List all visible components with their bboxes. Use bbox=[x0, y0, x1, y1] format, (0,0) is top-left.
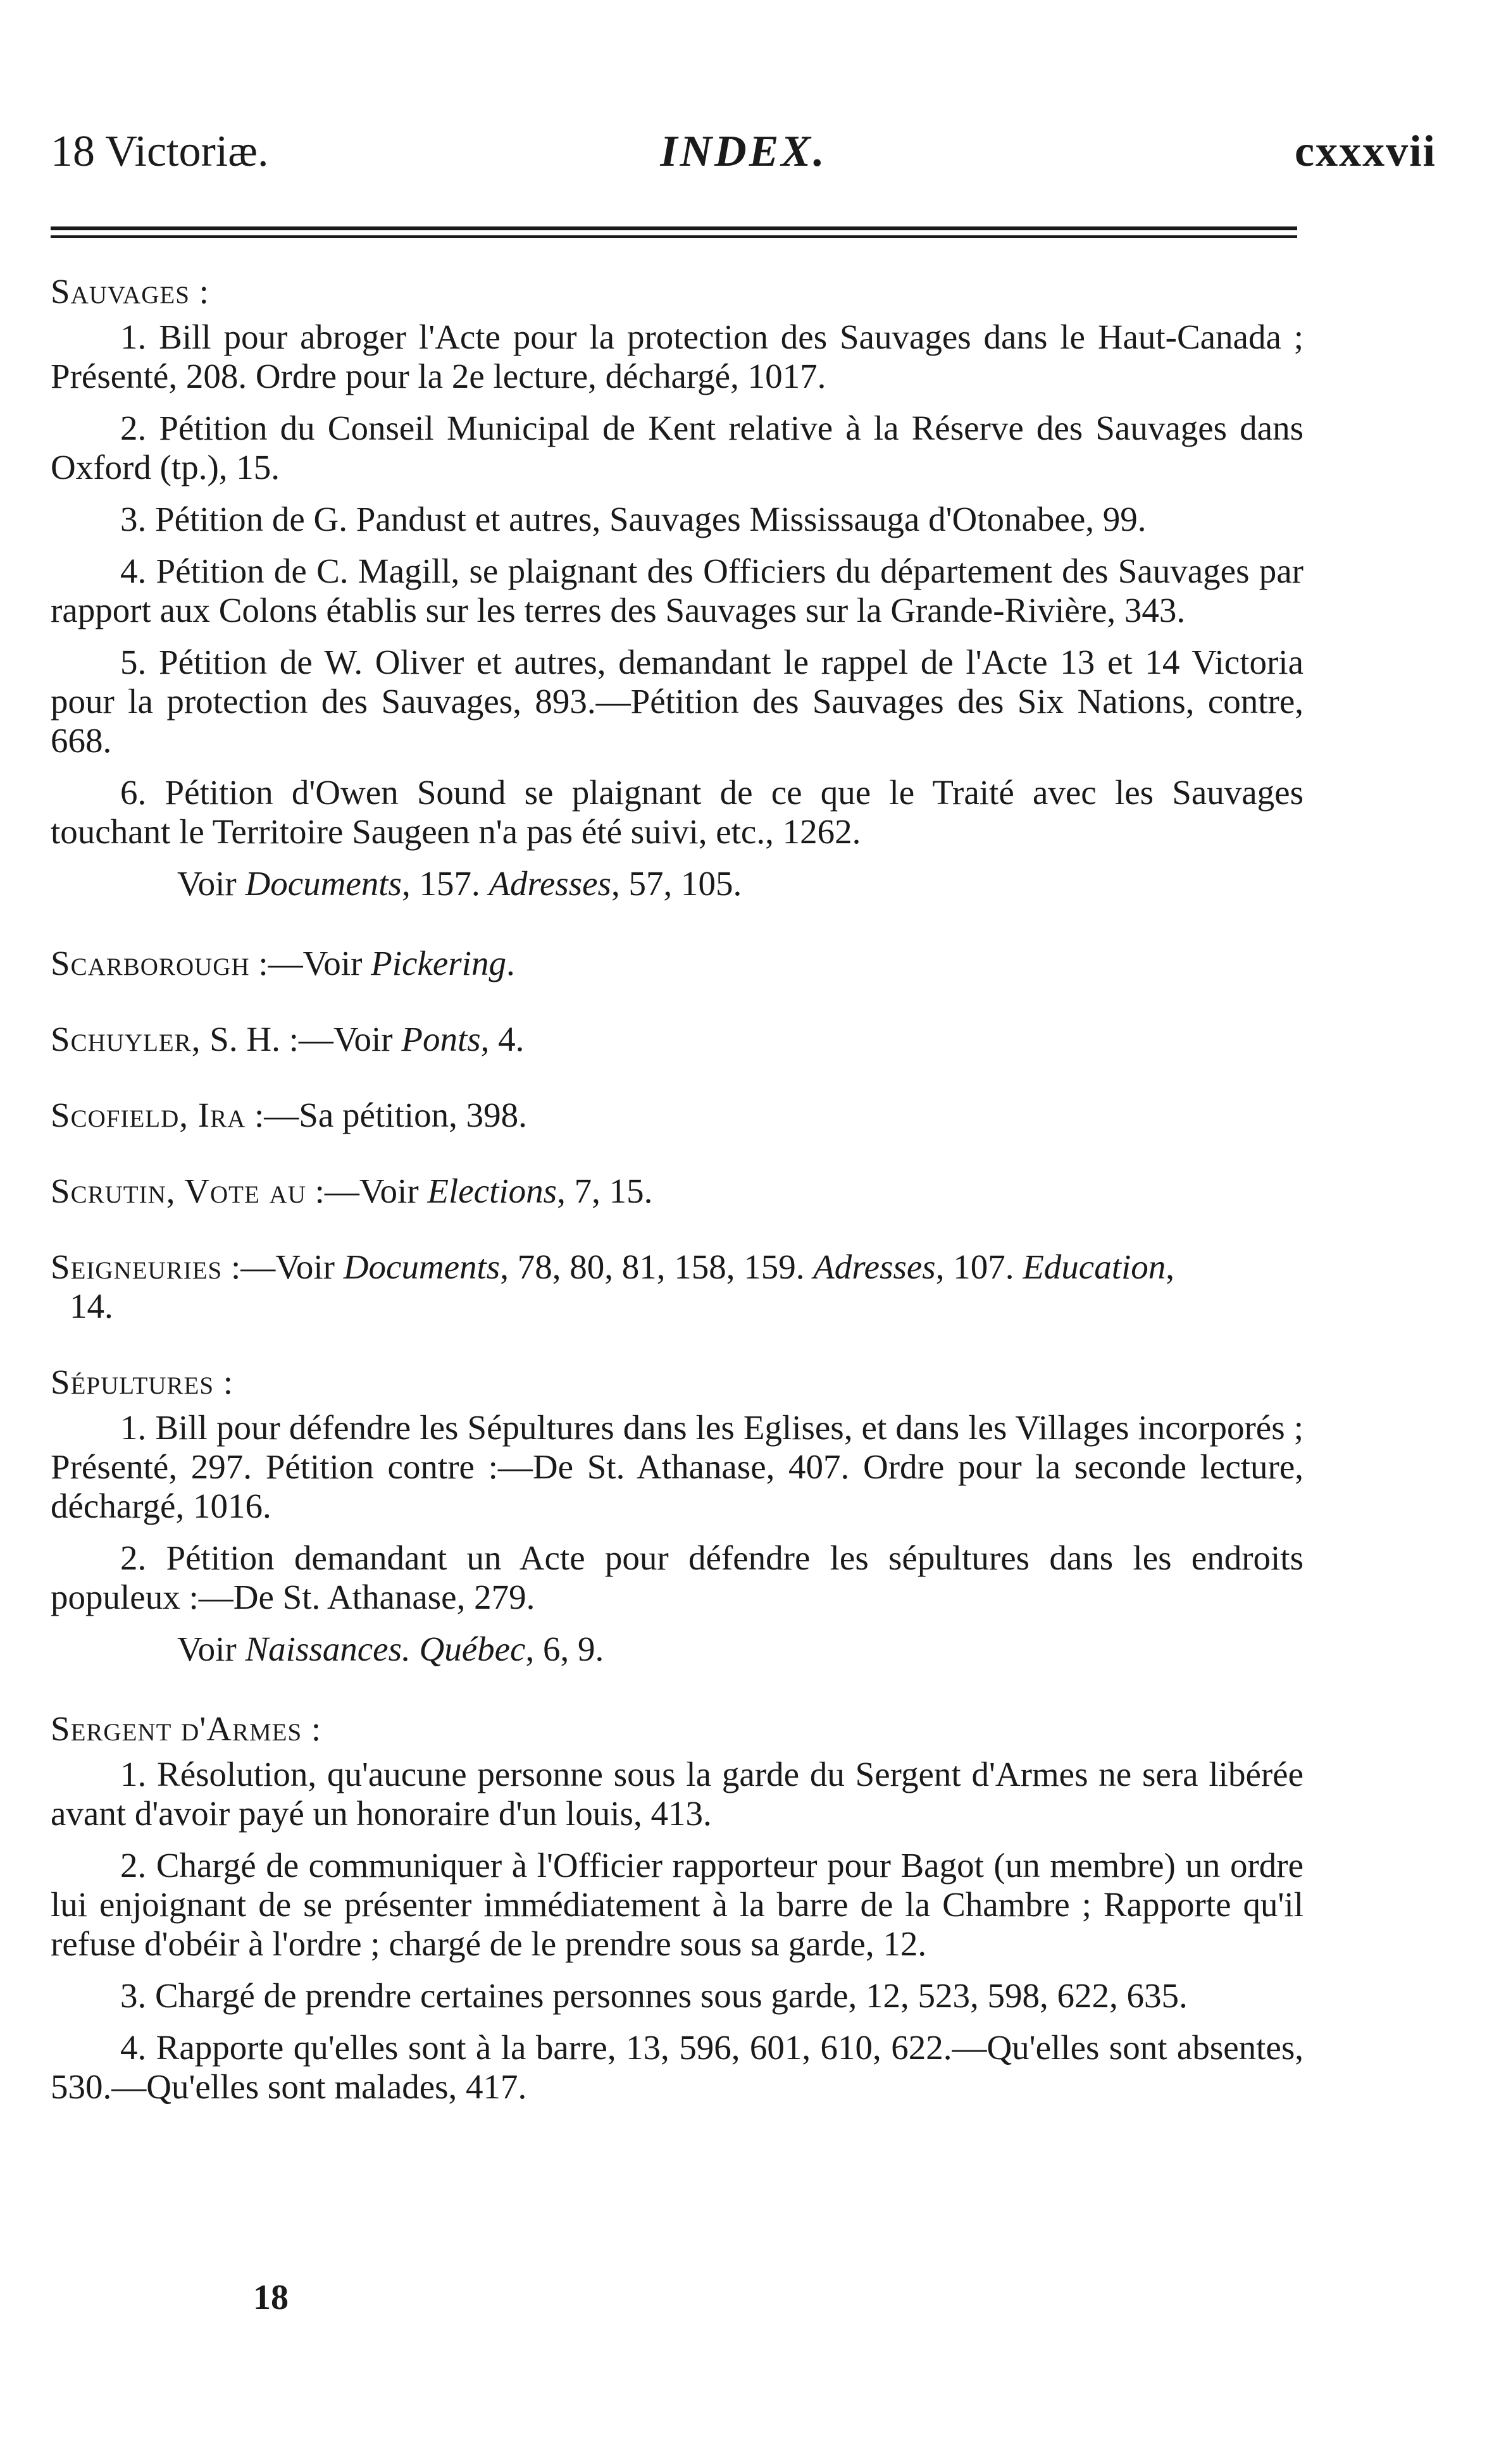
section-heading: Sépultures : bbox=[51, 1363, 234, 1401]
entry-ref: Ponts bbox=[401, 1020, 481, 1058]
see-also bbox=[51, 1630, 1303, 1669]
entry-text: S. H. :—Voir bbox=[201, 1020, 402, 1058]
index-item: 2. Chargé de communiquer à l'Officier rapporteur pour Bagot (un membre) un ordre lui enjoignant de se présenter immédiatement à la barre de la Chambre ; Rapporte qu'il refuse d'obéir à l'ordre ; chargé de le prendre sous sa garde, 12. bbox=[51, 1846, 1303, 1963]
entry-scofield bbox=[51, 1096, 1303, 1135]
index-item: 5. Pétition de W. Oliver et autres, demandant le rappel de l'Acte 13 et 14 Victoria pour la protection des Sauvages, 893.—Pétition des Sauvages des Six Nations, contre, 668. bbox=[51, 643, 1303, 760]
header-title: INDEX. bbox=[660, 127, 827, 176]
entry-scrutin bbox=[51, 1172, 1303, 1211]
header-rule-thick bbox=[51, 226, 1297, 230]
see-also-prefix: Voir bbox=[177, 864, 246, 903]
entry-text: , 7, 15. bbox=[557, 1172, 653, 1210]
entry-text: , bbox=[1166, 1247, 1175, 1286]
entry-text: :—Voir bbox=[222, 1247, 344, 1286]
entry-text: , 107. bbox=[935, 1247, 1023, 1286]
entry-ref: Pickering bbox=[371, 944, 506, 982]
index-content bbox=[51, 272, 1303, 2143]
entry-text: . bbox=[506, 944, 515, 982]
entry-ref: Documents bbox=[343, 1247, 501, 1286]
section-sergent-darmes bbox=[51, 1709, 1303, 2107]
index-item: 4. Pétition de C. Magill, se plaignant des Officiers du département des Sauvages par rapport aux Colons établis sur les terres des Sauvages sur la Grande-Rivière, 343. bbox=[51, 552, 1303, 629]
section-sepultures bbox=[51, 1363, 1303, 1669]
see-also-ref: Adresses bbox=[488, 864, 611, 903]
entry-text: :—Voir bbox=[306, 1172, 428, 1210]
see-also-prefix: Voir bbox=[177, 1630, 246, 1668]
header-rule-thin bbox=[51, 235, 1297, 238]
entry-text: , 78, 80, 81, 158, 159. bbox=[500, 1247, 814, 1286]
see-also-ref: Québec bbox=[419, 1630, 526, 1668]
index-item: 2. Pétition du Conseil Municipal de Kent relative à la Réserve des Sauvages dans Oxford (tp.), 15. bbox=[51, 409, 1303, 486]
entry-continuation: 14. bbox=[70, 1287, 113, 1325]
section-heading: Sergent d'Armes : bbox=[51, 1709, 322, 1748]
entry-scarborough bbox=[51, 944, 1303, 983]
index-item: 4. Rapporte qu'elles sont à la barre, 13, 596, 601, 610, 622.—Qu'elles sont absentes, 530.—Qu'elles sont malades, 417. bbox=[51, 2028, 1303, 2106]
index-item: 1. Bill pour défendre les Sépultures dans les Eglises, et dans les Villages incorporés ; Présenté, 297. Pétition contre :—De St. Athanase, 407. Ordre pour la seconde lecture, déchargé, 1016. bbox=[51, 1408, 1303, 1525]
see-also-text: , 57, 105. bbox=[611, 864, 742, 903]
see-also bbox=[51, 864, 1303, 903]
entry-ref: Elections bbox=[427, 1172, 557, 1210]
entry-head: Seigneuries bbox=[51, 1247, 223, 1286]
entry-text: :—Voir bbox=[249, 944, 371, 982]
see-also-ref: Documents bbox=[245, 864, 402, 903]
index-item: 3. Pétition de G. Pandust et autres, Sauvages Mississauga d'Otonabee, 99. bbox=[120, 500, 1147, 538]
entry-schuyler bbox=[51, 1020, 1303, 1059]
see-also-ref: Naissances. bbox=[245, 1630, 411, 1668]
index-item: 3. Chargé de prendre certaines personnes sous garde, 12, 523, 598, 622, 635. bbox=[120, 1976, 1188, 2015]
entry-head: Scarborough bbox=[51, 944, 250, 982]
section-heading: Sauvages : bbox=[51, 272, 209, 311]
signature-mark: 18 bbox=[253, 2278, 289, 2317]
see-also-text: , 6, 9. bbox=[525, 1630, 604, 1668]
section-sauvages bbox=[51, 272, 1303, 903]
see-also-text bbox=[411, 1630, 420, 1668]
index-item: 6. Pétition d'Owen Sound se plaignant de ce que le Traité avec les Sauvages touchant le Territoire Saugeen n'a pas été suivi, etc., 1262. bbox=[51, 773, 1303, 851]
entry-head: Schuyler, bbox=[51, 1020, 201, 1058]
entry-head: Scrutin, Vote au bbox=[51, 1172, 306, 1210]
see-also-text: , 157. bbox=[401, 864, 489, 903]
page-header bbox=[51, 127, 1436, 196]
index-item: 2. Pétition demandant un Acte pour défendre les sépultures dans les endroits populeux :—De St. Athanase, 279. bbox=[51, 1538, 1303, 1616]
entry-ref: Adresses bbox=[813, 1247, 936, 1286]
index-item: 1. Bill pour abroger l'Acte pour la protection des Sauvages dans le Haut-Canada ; Présenté, 208. Ordre pour la 2e lecture, déchargé, 1017. bbox=[51, 318, 1303, 395]
header-page-number: cxxxvii bbox=[1295, 127, 1436, 176]
header-volume: 18 Victoriæ. bbox=[51, 127, 269, 176]
entry-text: :—Sa pétition, 398. bbox=[246, 1096, 527, 1134]
entry-seigneuries bbox=[51, 1247, 1303, 1326]
entry-text: , 4. bbox=[480, 1020, 525, 1058]
entry-head: Scofield, Ira bbox=[51, 1096, 246, 1134]
entry-ref: Education bbox=[1023, 1247, 1166, 1286]
index-item: 1. Résolution, qu'aucune personne sous la garde du Sergent d'Armes ne sera libérée avant d'avoir payé un honoraire d'un louis, 413. bbox=[51, 1755, 1303, 1833]
